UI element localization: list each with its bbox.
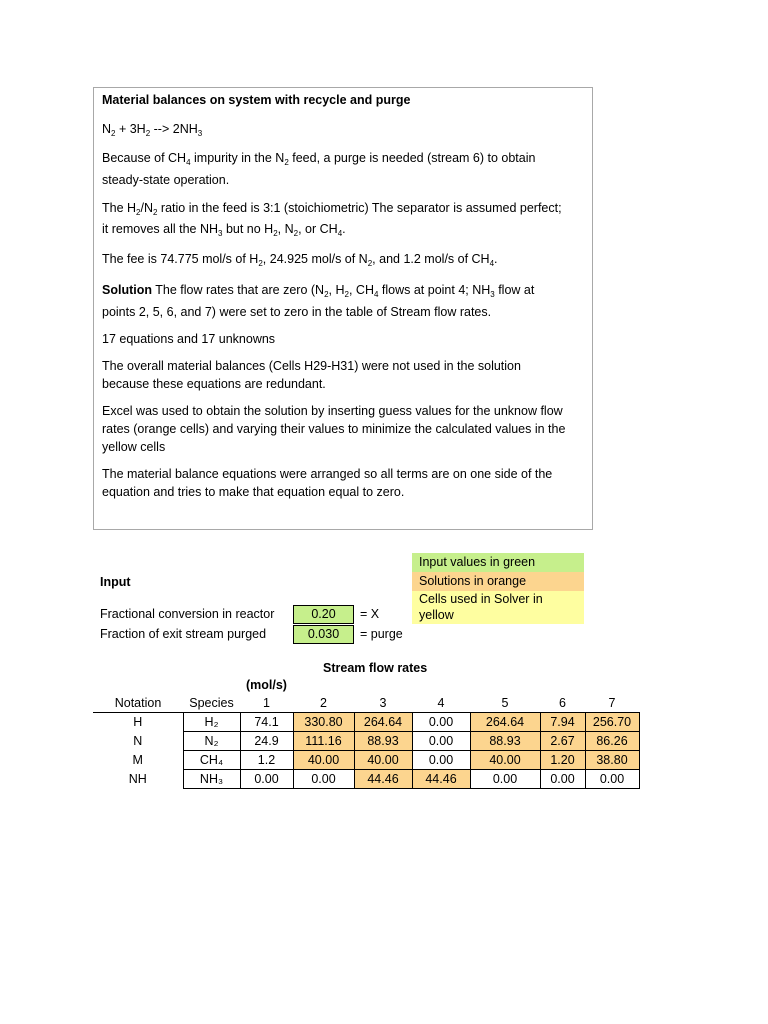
table-row [93,732,639,751]
excel-text-line2: rates (orange cells) and varying their values to minimize the calculated values in the [102,422,566,436]
conversion-suffix: = X [360,607,380,621]
flow-value-cell[interactable]: 0.00 [540,770,585,789]
flow-value-cell[interactable]: 330.80 [293,713,354,732]
flow-value-cell[interactable]: 0.00 [412,713,470,732]
conversion-label: Fractional conversion in reactor [100,607,275,621]
flow-value-cell[interactable]: 1.2 [240,751,293,770]
description-title: Material balances on system with recycle and purge [102,93,411,107]
ratio-text-line2: it removes all the $NH_3$ but no $H_2$, $N_2$, or $CH_4$. [102,222,346,238]
flow-value-cell[interactable]: 0.00 [470,770,540,789]
purged-suffix: = purge [360,627,403,641]
flow-value-cell[interactable]: 44.46 [412,770,470,789]
table-units: (mol/s) [246,678,287,692]
flow-value-cell[interactable]: 256.70 [585,713,639,732]
header-stream-3: 3 [379,696,387,710]
input-heading: Input [100,575,131,589]
flow-value-cell[interactable]: 264.64 [470,713,540,732]
table-row [93,713,639,732]
reaction-equation: $N_2 + 3H_2$ --> $2NH_3$ [102,122,203,138]
flow-value-cell[interactable]: 0.00 [412,751,470,770]
flow-value-cell[interactable]: 0.00 [585,770,639,789]
header-stream-7: 7 [608,696,616,710]
header-stream-2: 2 [320,696,327,710]
ratio-text-line1: The $H_2/N_2$ ratio in the feed is 3:1 (stoichiometric) The separator is assumed perfect; [102,201,562,217]
overall-text-line1: The overall material balances (Cells H29-H31) were not used in the solution [102,359,521,373]
flow-value-cell[interactable]: 40.00 [293,751,354,770]
legend-green: Input values in green [412,553,584,572]
species-cell: CH₄ [183,751,240,770]
flow-value-cell[interactable]: 2.67 [540,732,585,751]
species-cell: NH₃ [183,770,240,789]
flow-value-cell[interactable]: 40.00 [354,751,412,770]
flow-value-cell[interactable]: 88.93 [470,732,540,751]
legend-yellow [412,591,584,624]
flow-value-cell[interactable]: 7.94 [540,713,585,732]
stream-flow-table [93,712,640,789]
legend-yellow-line1: Cells used in Solver in [419,592,543,606]
header-stream-6: 6 [559,696,566,710]
purge-text-line2: steady-state operation. [102,173,230,187]
overall-text-line2: because these equations are redundant. [102,377,326,391]
conversion-input[interactable]: 0.20 [293,605,354,624]
species-cell: H₂ [183,713,240,732]
header-stream-4: 4 [437,696,445,710]
table-row [93,751,639,770]
solution-text-line1 [102,283,534,297]
header-notation: Notation [114,696,162,710]
header-stream-1: 1 [263,696,270,710]
table-title: Stream flow rates [323,661,428,675]
flow-value-cell[interactable]: 0.00 [240,770,293,789]
flow-value-cell[interactable]: 44.46 [354,770,412,789]
notation-cell: M [132,753,143,767]
excel-text-line3: yellow cells [102,440,166,454]
table-row [93,770,639,789]
excel-text-line1: Excel was used to obtain the solution by inserting guess values for the unknow flow [102,404,563,418]
header-stream-5: 5 [501,696,509,710]
flow-value-cell[interactable]: 24.9 [240,732,293,751]
purge-text-line1: Because of $CH_4$ impurity in the $N_2$ feed, a purge is needed (stream 6) to obtain [102,151,536,167]
header-species: Species [189,696,234,710]
purged-input[interactable]: 0.030 [293,625,354,644]
species-cell: N₂ [183,732,240,751]
solution-text: The flow rates that are zero ($N_2$, $H_2$, $CH_4$ flows at point 4; $NH_3$ flow at [152,283,535,299]
solution-label: Solution [102,283,152,297]
feed-text: The fee is 74.775 mol/s of $H_2$, 24.925 mol/s of $N_2$, and 1.2 mol/s of $CH_4$. [102,252,498,268]
purged-label: Fraction of exit stream purged [100,627,267,641]
flow-value-cell[interactable]: 38.80 [585,751,639,770]
flow-value-cell[interactable]: 74.1 [240,713,293,732]
flow-value-cell[interactable]: 88.93 [354,732,412,751]
flow-value-cell[interactable]: 111.16 [293,732,354,751]
legend-orange: Solutions in orange [412,572,584,591]
legend-yellow-line2: yellow [419,608,454,622]
flow-value-cell[interactable]: 264.64 [354,713,412,732]
flow-value-cell[interactable]: 0.00 [293,770,354,789]
arranged-text-line2: equation and tries to make that equation equal to zero. [102,485,405,499]
flow-value-cell[interactable]: 1.20 [540,751,585,770]
flow-value-cell[interactable]: 0.00 [412,732,470,751]
notation-cell: N [133,734,143,748]
notation-cell: H [133,715,143,729]
equations-text: 17 equations and 17 unknowns [102,332,276,346]
flow-value-cell[interactable]: 40.00 [470,751,540,770]
solution-text-line2: points 2, 5, 6, and 7) were set to zero in the table of Stream flow rates. [102,305,492,319]
flow-value-cell[interactable]: 86.26 [585,732,639,751]
notation-cell: NH [128,772,147,786]
arranged-text-line1: The material balance equations were arranged so all terms are on one side of the [102,467,553,481]
